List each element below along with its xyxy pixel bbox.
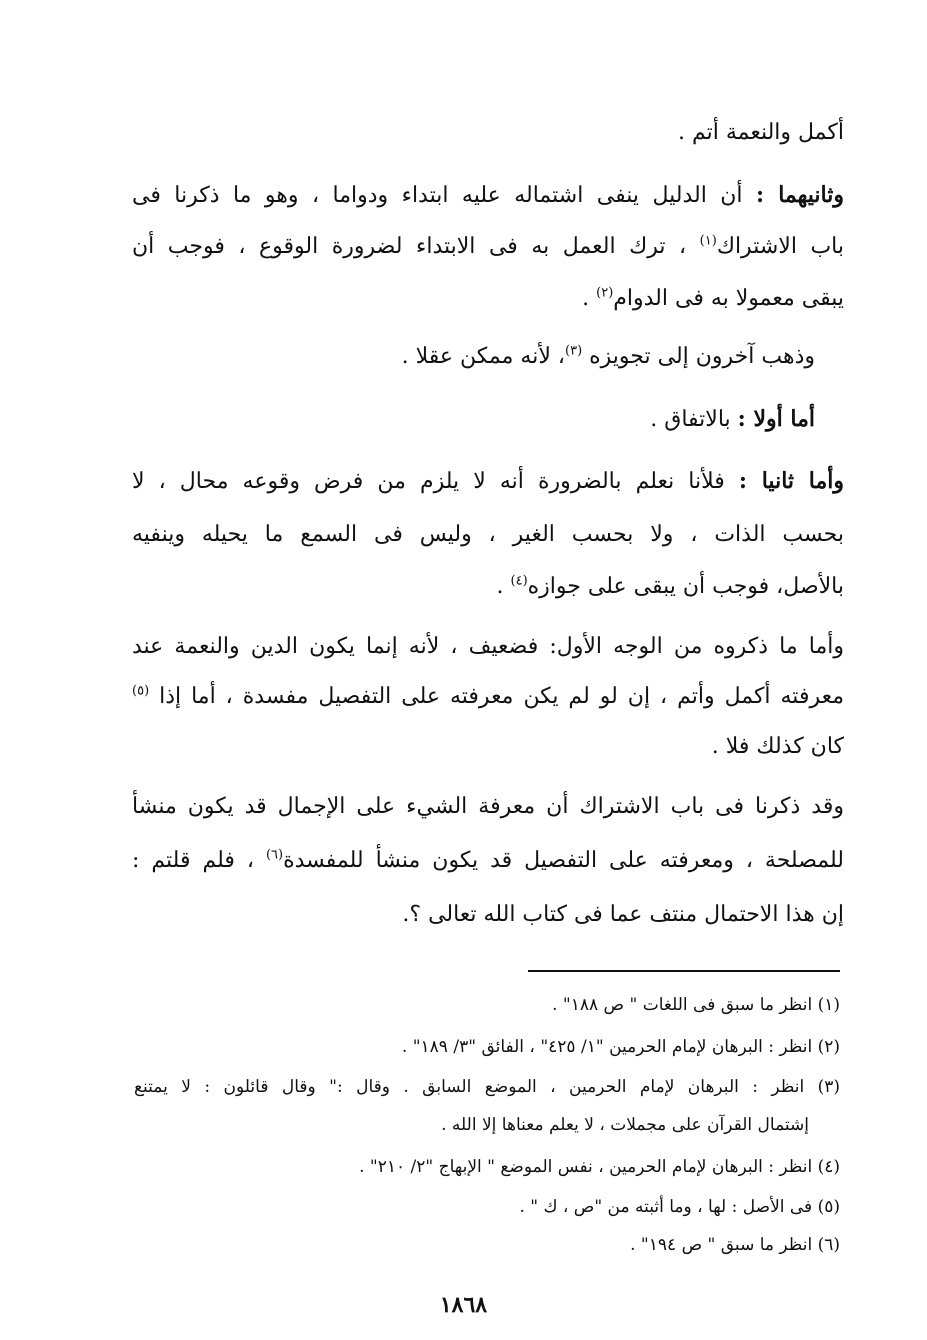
text-line (582, 284, 844, 314)
text-span: بالأصل، فوجب أن يبقى على جوازه (527, 574, 844, 599)
text-span: فلأنا نعلم بالضرورة أنه لا يلزم من فرض وقوعه محال ، لا (132, 469, 739, 494)
text-span: ، فلم قلتم : (132, 848, 266, 873)
footnote-marker: (٥) (132, 683, 150, 699)
text-span: أكمل والنعمة أتم . (677, 120, 844, 145)
text-line (402, 900, 844, 930)
text-line (132, 466, 844, 497)
text-line (132, 520, 844, 550)
page-number: ١٨٦٨ (439, 1292, 488, 1318)
footnote: (٢) انظر : البرهان لإمام الحرمين "١/ ٤٢٥" ، الفائق "٣/ ١٨٩" . (401, 1037, 840, 1057)
footnote: (١) انظر ما سبق فى اللغات " ص ١٨٨" . (552, 995, 840, 1015)
text-span: إن هذا الاحتمال منتف عما فى كتاب الله تعالى ؟. (402, 902, 844, 927)
text-span: كان كذلك فلا . (711, 734, 844, 759)
text-line (497, 572, 844, 602)
text-span: . (496, 574, 511, 599)
text-span: باب الاشتراك (716, 234, 844, 259)
paragraph-lead: أما أولا : (737, 406, 815, 432)
footnote-marker: (٤) (510, 573, 528, 589)
text-span: وأما ما ذكروه من الوجه الأول: فضعيف ، لأنه إنما يكون الدين والنعمة عند (132, 634, 844, 659)
paragraph-lead: وأما ثانيا : (738, 468, 844, 494)
text-span: ، لأنه ممكن عقلا . (401, 344, 565, 369)
text-line (132, 682, 844, 712)
footnote-marker: (١) (699, 233, 717, 249)
text-line (132, 632, 844, 662)
footnote: (٥) فى الأصل : لها ، وما أثبته من "ص ، ك " . (519, 1197, 840, 1217)
text-span: بالاتفاق . (650, 407, 738, 432)
text-span: معرفته أكمل وأتم ، إن لو لم يكن معرفته على التفصيل مفسدة ، أما إذا (149, 684, 844, 709)
paragraph-lead: وثانيهما : (755, 182, 844, 208)
text-line (712, 732, 844, 762)
text-span: يبقى معمولا به فى الدوام (613, 286, 844, 311)
text-line (132, 792, 844, 822)
footnote: (٤) انظر : البرهان لإمام الحرمين ، نفس الموضع " الإبهاج "٢/ ٢١٠" . (359, 1157, 840, 1177)
text-span: ، ترك العمل به فى الابتداء لضرورة الوقوع ، فوجب أن (132, 234, 700, 259)
text-span: وذهب آخرون إلى تجويزه (582, 344, 815, 369)
footnote: (٦) انظر ما سبق " ص ١٩٤" . (630, 1235, 840, 1255)
text-line (678, 118, 844, 148)
text-span: بحسب الذات ، ولا بحسب الغير ، وليس فى السمع ما يحيله وينفيه (132, 522, 844, 547)
footnote: (٣) انظر : البرهان لإمام الحرمين ، الموضع السابق . وقال :" وقال قائلون : لا يمتنع (134, 1077, 840, 1097)
footnote-marker: (٢) (596, 285, 614, 301)
footnote-marker: (٦) (265, 847, 284, 863)
text-span: . (582, 286, 597, 311)
text-line (650, 404, 815, 435)
footnote-separator (528, 970, 840, 972)
text-line (132, 846, 844, 876)
text-line (132, 180, 844, 211)
text-span: أن الدليل ينفى اشتماله عليه ابتداء ودواما ، وهو ما ذكرنا فى (132, 183, 756, 208)
text-line (132, 232, 844, 262)
footnote: إشتمال القرآن على مجملات ، لا يعلم معناها إلا الله . (441, 1115, 809, 1135)
text-span: للمصلحة ، ومعرفته على التفصيل قد يكون منشأ للمفسدة (283, 848, 844, 873)
footnote-marker: (٣) (565, 343, 583, 359)
text-span: وقد ذكرنا فى باب الاشتراك أن معرفة الشيء على الإجمال قد يكون منشأ (132, 794, 844, 819)
text-line (402, 342, 815, 372)
